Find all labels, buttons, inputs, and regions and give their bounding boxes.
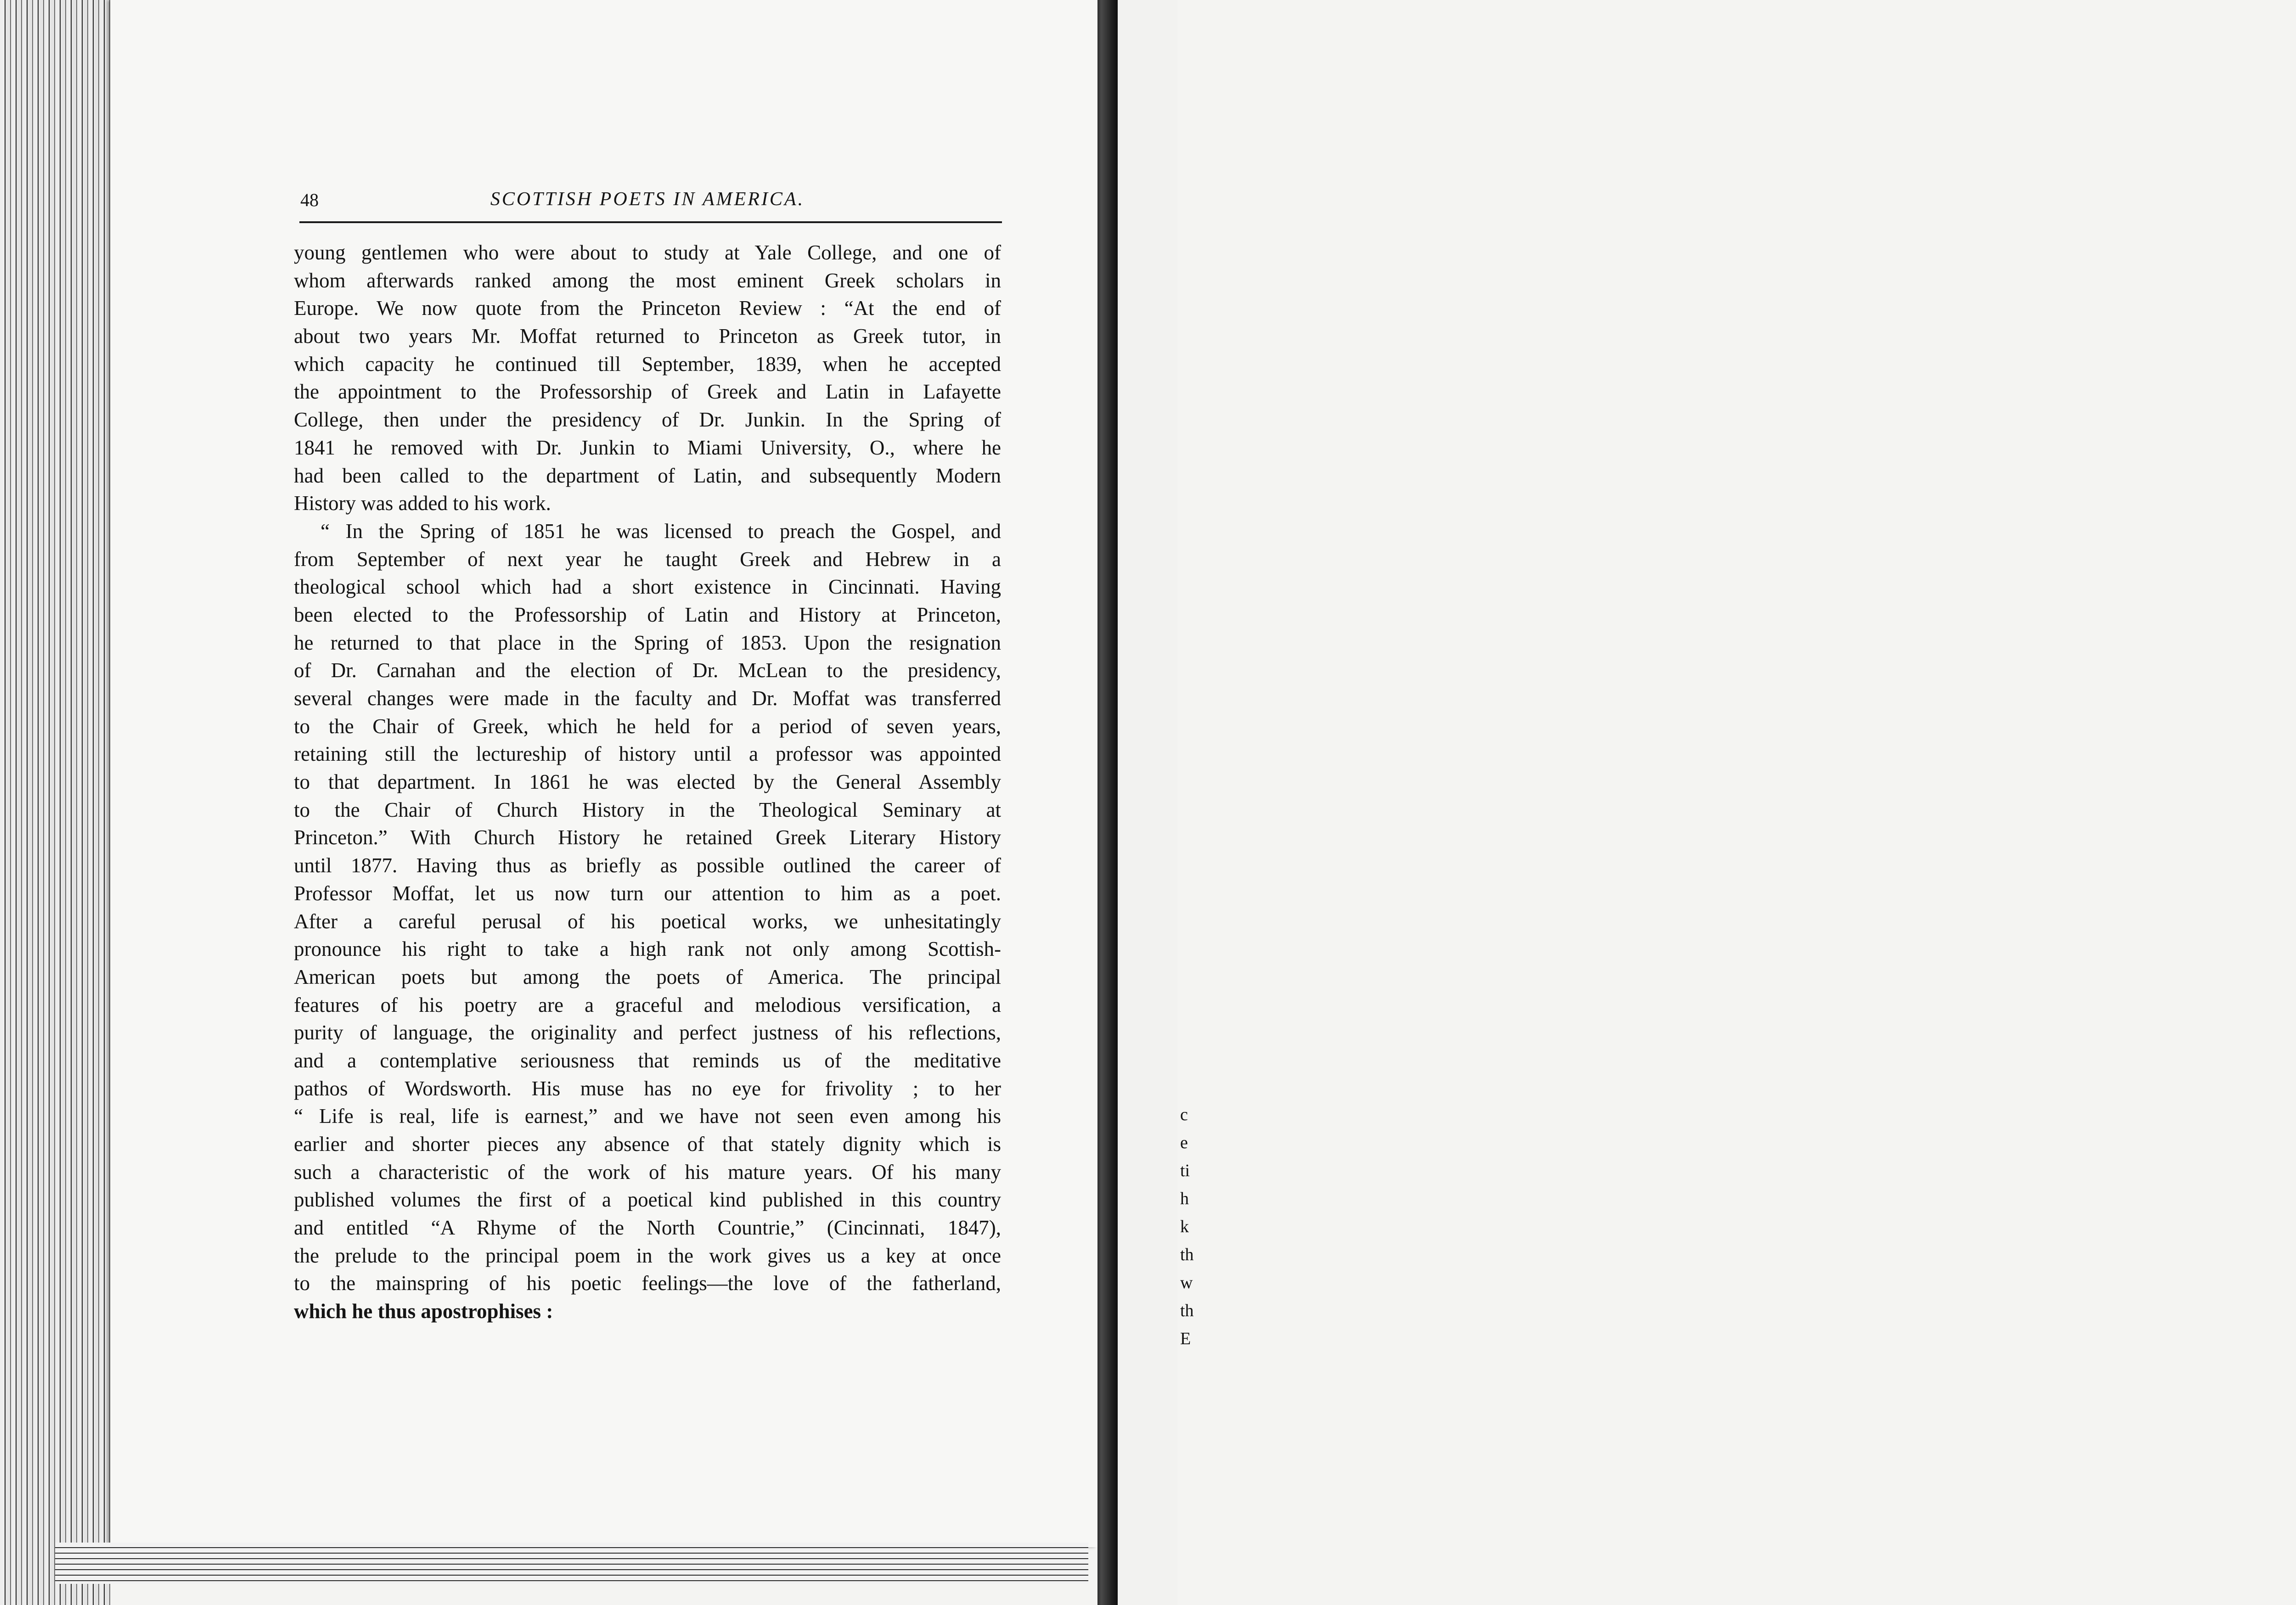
header-rule [299, 221, 1002, 223]
text-line: until 1877. Having thus as briefly as possible outlined the career of [294, 854, 1001, 877]
facing-page-fragment: th [1180, 1301, 1194, 1320]
text-line: pathos of Wordsworth. His muse has no eye for frivolity ; to her [294, 1077, 1001, 1100]
text-line: College, then under the presidency of Dr. Junkin. In the Spring of [294, 408, 1001, 432]
facing-page [1118, 0, 1177, 1605]
book-page-edges-bottom [55, 1543, 1088, 1584]
text-line: published volumes the first of a poetical kind published in this country [294, 1188, 1001, 1212]
text-line: about two years Mr. Moffat returned to Princeton as Greek tutor, in [294, 325, 1001, 348]
text-line: to that department. In 1861 he was elected by the General Assembly [294, 770, 1001, 794]
text-line: After a careful perusal of his poetical works, we unhesitatingly [294, 909, 1001, 933]
text-line: of Dr. Carnahan and the election of Dr. McLean to the presidency, [294, 659, 1001, 682]
text-line: American poets but among the poets of America. The principal [294, 965, 1001, 988]
running-title: SCOTTISH POETS IN AMERICA. [490, 189, 805, 210]
book-binding [1097, 0, 1118, 1605]
text-line: which capacity he continued till September, 1839, when he accepted [294, 352, 1001, 376]
text-line: features of his poetry are a graceful and melodious versification, a [294, 993, 1001, 1016]
text-line: which he thus apostrophises : [294, 1300, 553, 1323]
facing-page-fragment: k [1180, 1217, 1189, 1236]
text-line: pronounce his right to take a high rank not only among Scottish- [294, 937, 1001, 961]
text-line: he returned to that place in the Spring of 1853. Upon the resignation [294, 631, 1001, 654]
text-line: theological school which had a short existence in Cincinnati. Having [294, 575, 1001, 599]
text-line: 1841 he removed with Dr. Junkin to Miami University, O., where he [294, 436, 1001, 459]
text-line: several changes were made in the faculty and Dr. Moffat was transferred [294, 687, 1001, 710]
facing-page-fragments [1178, 1101, 2296, 1353]
text-line: and entitled “A Rhyme of the North Countrie,” (Cincinnati, 1847), [294, 1216, 1001, 1240]
text-line: been elected to the Professorship of Latin and History at Princeton, [294, 603, 1001, 626]
text-line: whom afterwards ranked among the most eminent Greek scholars in [294, 269, 1001, 292]
text-line: to the mainspring of his poetic feelings—the love of the fatherland, [294, 1272, 1001, 1295]
facing-page-fragment: E [1180, 1329, 1191, 1348]
text-line: from September of next year he taught Greek and Hebrew in a [294, 547, 1001, 571]
text-line: Europe. We now quote from the Princeton Review : “At the end of [294, 297, 1001, 320]
facing-page-fragment: ti [1180, 1161, 1190, 1180]
text-line: Professor Moffat, let us now turn our attention to him as a poet. [294, 881, 1001, 905]
text-line: to the Chair of Church History in the Theological Seminary at [294, 798, 1001, 821]
text-line: and a contemplative seriousness that reminds us of the meditative [294, 1049, 1001, 1072]
text-line: retaining still the lectureship of history until a professor was appointed [294, 742, 1001, 766]
text-line: purity of language, the originality and perfect justness of his reflections, [294, 1021, 1001, 1044]
running-header [294, 188, 1001, 216]
facing-page-fragment: th [1180, 1245, 1194, 1264]
text-line: the appointment to the Professorship of Greek and Latin in Lafayette [294, 380, 1001, 404]
facing-page-fragment: h [1180, 1189, 1189, 1208]
text-line: “ In the Spring of 1851 he was licensed to preach the Gospel, and [321, 519, 1001, 543]
text-line: to the Chair of Greek, which he held for a period of seven years, [294, 714, 1001, 738]
page-number: 48 [300, 190, 319, 210]
facing-page-fragment: c [1180, 1105, 1188, 1124]
text-line: young gentlemen who were about to study at Yale College, and one of [294, 241, 1001, 264]
body-text [294, 239, 1001, 1325]
text-line: History was added to his work. [294, 492, 551, 515]
text-line: had been called to the department of Latin, and subsequently Modern [294, 464, 1001, 487]
text-line: earlier and shorter pieces any absence of that stately dignity which is [294, 1133, 1001, 1156]
text-line: the prelude to the principal poem in the work gives us a key at once [294, 1244, 1001, 1267]
text-line: “ Life is real, life is earnest,” and we have not seen even among his [294, 1105, 1001, 1128]
book-page-edges [0, 0, 110, 1605]
facing-page-fragment: e [1180, 1133, 1188, 1152]
facing-page-fragment: w [1180, 1273, 1193, 1292]
text-line: Princeton.” With Church History he retained Greek Literary History [294, 826, 1001, 849]
text-line: such a characteristic of the work of his mature years. Of his many [294, 1160, 1001, 1184]
